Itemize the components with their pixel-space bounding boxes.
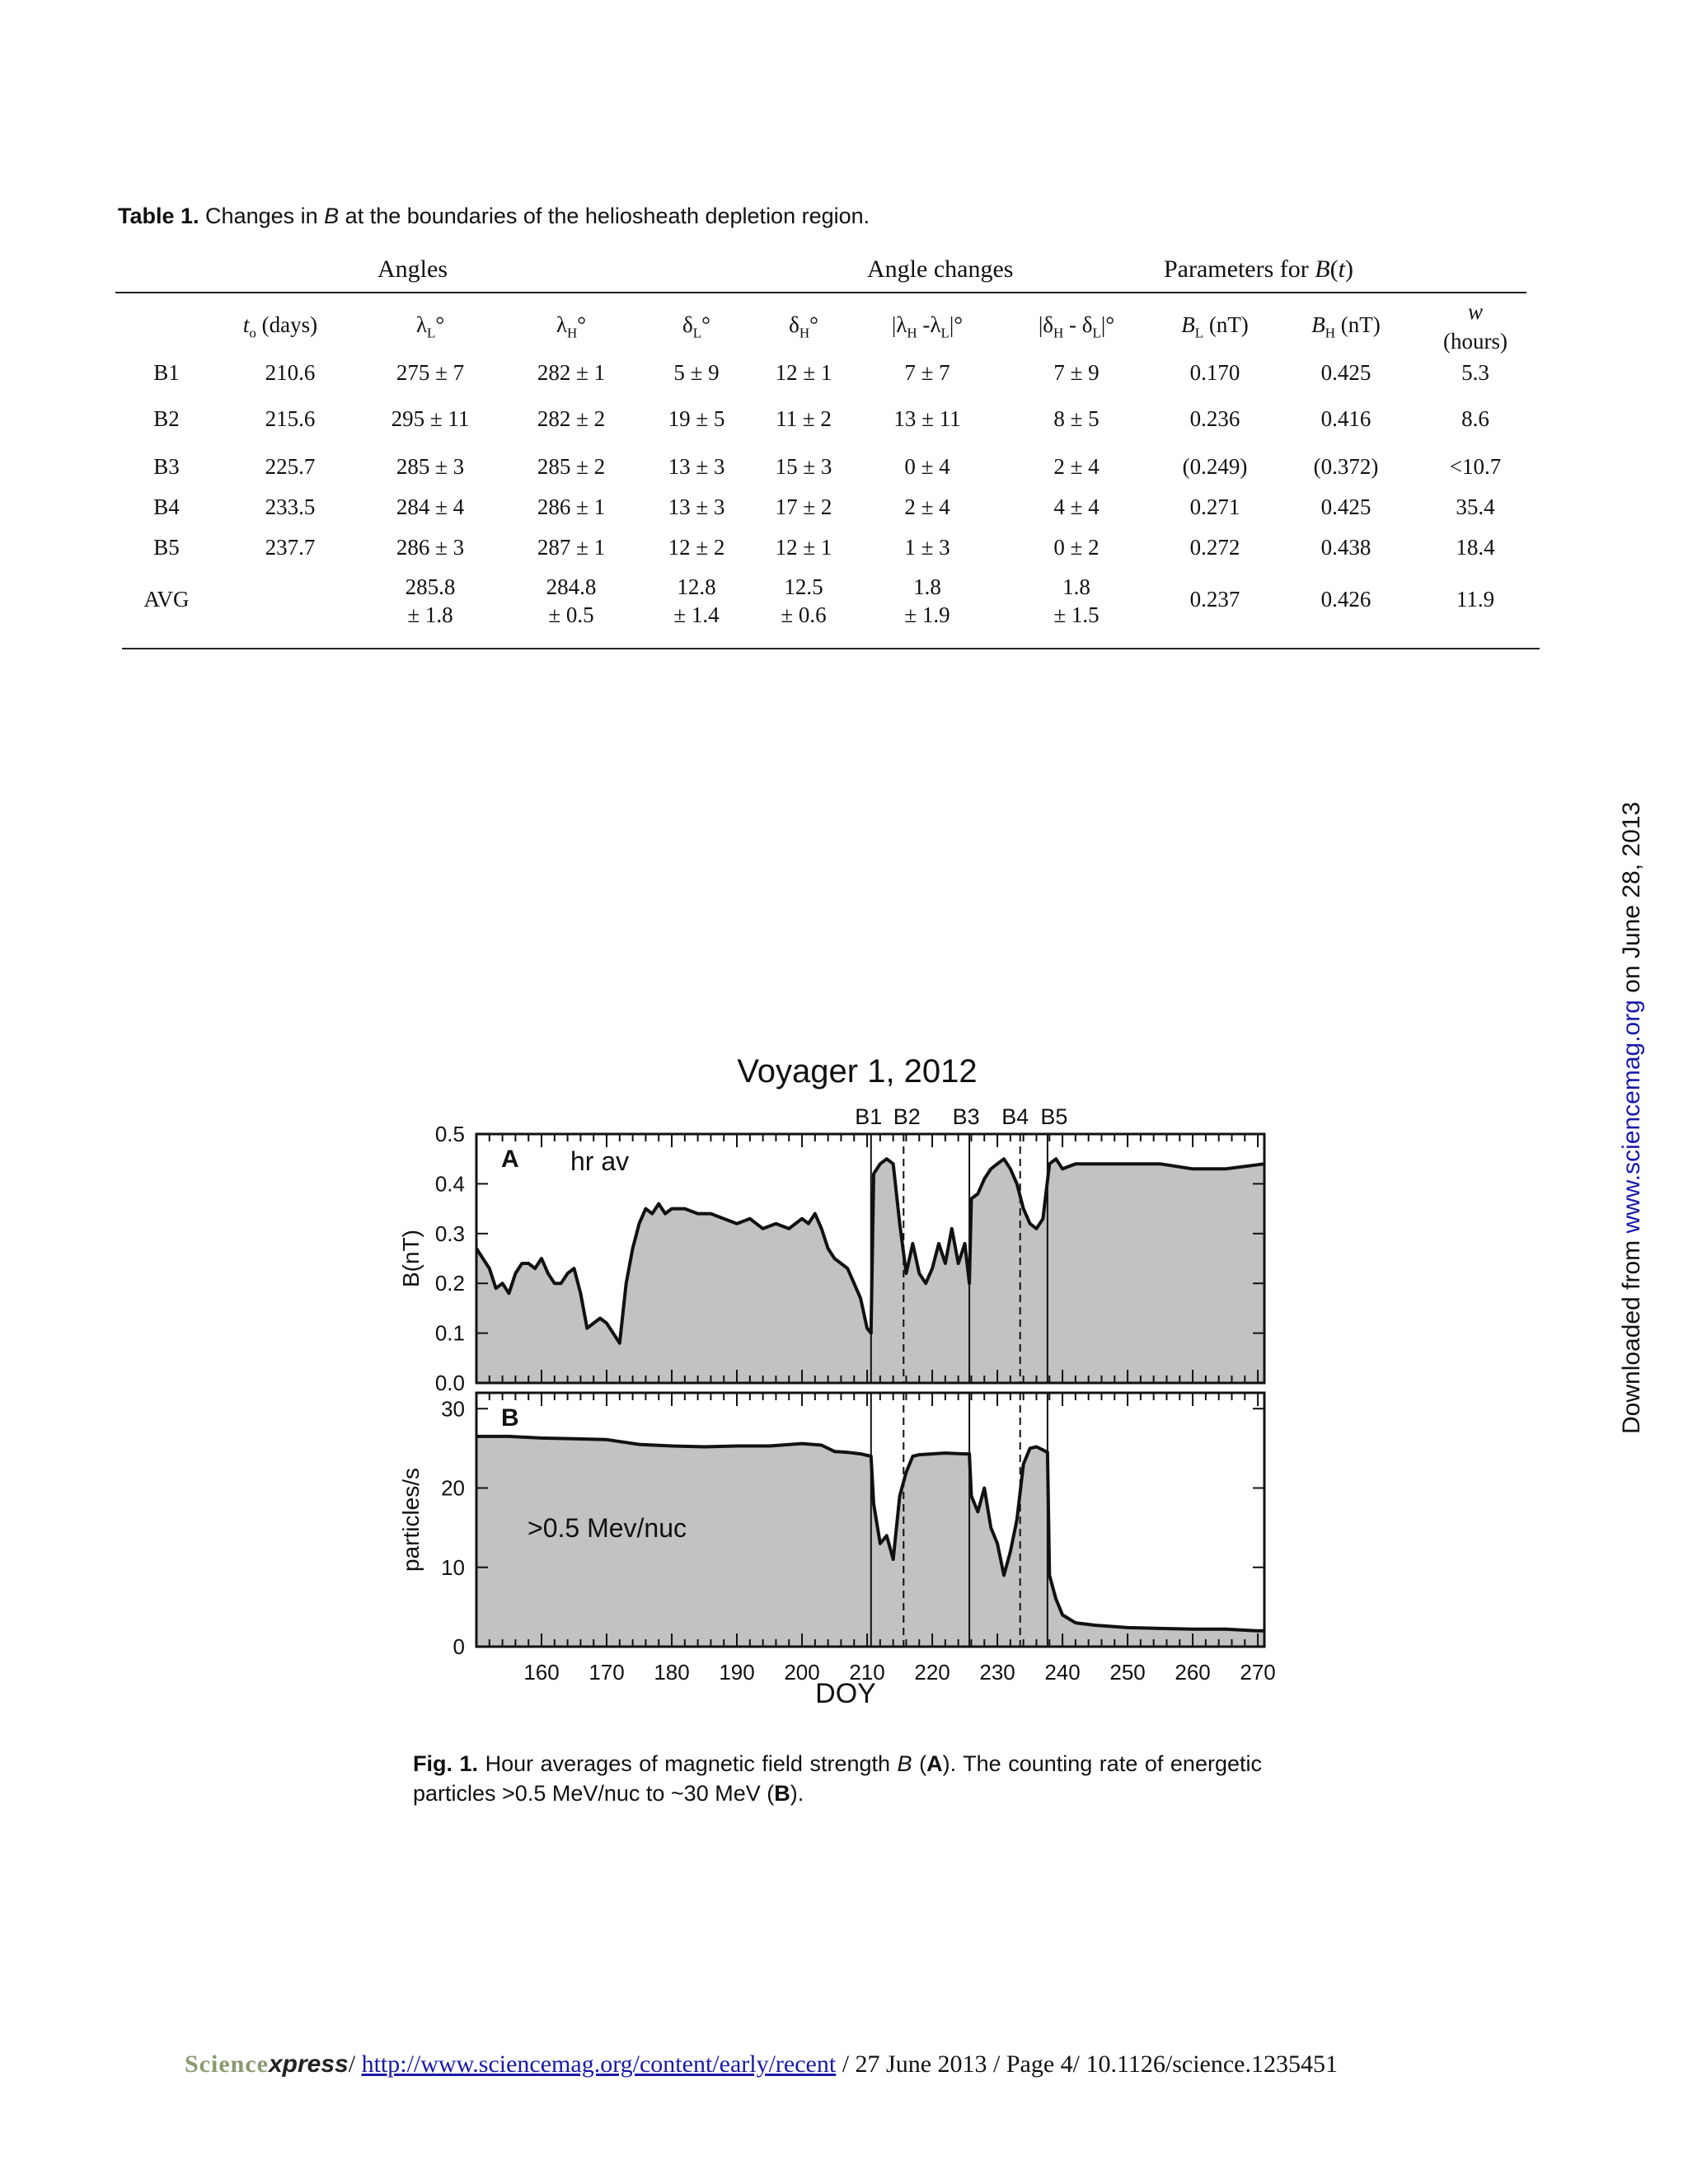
y-axis-label: particles/s [398, 1467, 424, 1572]
table-cell: 5.3 [1461, 360, 1489, 385]
table-cell: 19 ± 5 [668, 406, 725, 431]
col-header-w: w (hours) [1443, 299, 1507, 354]
chart-title: Voyager 1, 2012 [737, 1053, 978, 1090]
table-cell: 0.170 [1189, 360, 1240, 385]
table-cell: 286 ± 1 [537, 494, 606, 519]
table-cell: <10.7 [1449, 454, 1502, 479]
col-header-lambda-l: $\lambda_L^\circ$ [415, 312, 445, 341]
x-tick-label: 220 [914, 1660, 950, 1685]
table-top-rule [115, 292, 1526, 293]
x-tick-label: 210 [849, 1660, 885, 1685]
table-cell: 284.8 ± 0.5 [546, 574, 597, 627]
table-cell: 2 ± 4 [904, 494, 950, 519]
col-header-lambda-diff: $|\lambda_H$ $-\lambda_L|^\circ$ [891, 312, 964, 341]
table-cell: 237.7 [265, 535, 316, 560]
table-caption: Table 1. Changes in B at the boundaries of the heliosheath depletion region. [118, 204, 870, 228]
col-header-delta-diff: $|\delta_H - \delta_L|^\circ$ [1038, 312, 1115, 341]
table-cell: 285.8 ± 1.8 [405, 574, 456, 627]
panel-note: >0.5 Mev/nuc [528, 1513, 687, 1543]
panel-a [398, 1122, 1264, 1395]
table-row-label: AVG [143, 587, 190, 612]
footer-url-link[interactable]: http://www.sciencemag.org/content/early/recent [361, 2050, 837, 2078]
table-cell: 0.425 [1320, 360, 1372, 385]
table-cell: 286 ± 3 [396, 535, 465, 560]
x-axis-label: DOY [815, 1678, 876, 1709]
table-row-label: B3 [153, 454, 180, 479]
y-tick-label: 0.4 [434, 1171, 465, 1197]
col-header-delta-l: $\delta_L^\circ$ [682, 312, 710, 341]
group-header-parameters: Parameters for B(t) [1164, 255, 1353, 283]
panel-letter: A [501, 1146, 519, 1173]
table-cell: 12 ± 1 [775, 535, 832, 560]
table-cell: 18.4 [1456, 535, 1495, 560]
table-cell: 12.8 ± 1.4 [673, 574, 720, 627]
table-cell: 1.8 ± 1.5 [1053, 574, 1100, 627]
table-cell: 275 ± 7 [396, 360, 465, 385]
table-cell: 8.6 [1461, 406, 1489, 431]
col-header-delta-h: $\delta_H^\circ$ [789, 312, 818, 341]
sidenote-link[interactable]: www.sciencemag.org [1618, 1000, 1645, 1234]
panel-letter: B [501, 1404, 519, 1432]
table-bottom-rule [122, 648, 1540, 649]
y-tick-label: 30 [441, 1396, 465, 1422]
y-axis-label: B(nT) [398, 1230, 424, 1287]
table-cell: 17 ± 2 [775, 494, 832, 519]
table-cell: 5 ± 9 [673, 360, 720, 385]
boundary-labels [855, 1104, 1067, 1129]
table-cell: 7 ± 9 [1053, 360, 1100, 385]
table-cell: 0.236 [1189, 406, 1240, 431]
table-cell: 11 ± 2 [776, 406, 832, 431]
science-logo: Science [185, 2050, 269, 2078]
table-row-label: B2 [153, 406, 180, 431]
figure-1-chart [387, 1047, 1302, 1722]
x-tick-label: 190 [719, 1660, 755, 1685]
table-cell: 0 ± 2 [1053, 535, 1100, 560]
table-cell: 282 ± 1 [537, 360, 606, 385]
download-side-note: Downloaded from www.sciencemag.org on June 28, 2013 [1618, 801, 1645, 1434]
table-cell: 8 ± 5 [1053, 406, 1100, 431]
x-tick-label: 270 [1240, 1660, 1276, 1685]
panel-b [398, 1393, 1264, 1659]
page-footer: Sciencexpress/ http://www.sciencemag.org/content/early/recent / 27 June 2013 / Page 4/ 10.1126/science.1235451 [185, 2050, 1338, 2078]
table-cell: 12 ± 2 [668, 535, 725, 560]
table-cell: 285 ± 2 [537, 454, 606, 479]
table-cell: 0.237 [1189, 587, 1240, 612]
table-cell: 225.7 [265, 454, 316, 479]
y-tick-label: 0.1 [434, 1320, 465, 1346]
y-tick-label: 20 [441, 1475, 465, 1501]
table-cell: 0.438 [1320, 535, 1372, 560]
y-tick-label: 10 [441, 1554, 465, 1580]
y-tick-label: 0.5 [434, 1122, 465, 1146]
table-cell: 233.5 [265, 494, 316, 519]
table-cell: 4 ± 4 [1053, 494, 1100, 519]
table-cell: 11.9 [1456, 587, 1495, 612]
col-header-bh: $B_H$ (nT) [1311, 312, 1381, 341]
x-tick-label: 230 [979, 1660, 1015, 1685]
x-tick-label: 250 [1109, 1660, 1146, 1685]
boundary-label: B3 [952, 1104, 980, 1129]
table-cell: 35.4 [1456, 494, 1495, 519]
table-cell: (0.372) [1313, 454, 1379, 479]
table-cell: 13 ± 3 [668, 454, 725, 479]
table-row-label: B4 [153, 494, 180, 519]
y-tick-label: 0.2 [434, 1271, 465, 1296]
table-cell: 13 ± 3 [668, 494, 725, 519]
y-tick-label: 0.3 [434, 1221, 465, 1246]
col-header-bl: $B_L$ (nT) [1181, 312, 1249, 341]
col-header-lambda-h: $\lambda_H^\circ$ [556, 312, 587, 341]
table-row-label: B5 [153, 535, 180, 560]
table-cell: 295 ± 11 [391, 406, 470, 431]
table-cell: 7 ± 7 [904, 360, 950, 385]
table-cell: 215.6 [265, 406, 316, 431]
group-header-angles: Angles [377, 255, 448, 283]
figure-caption: Fig. 1. Hour averages of magnetic field strength B (A). The counting rate of energetic particles >0.5 MeV/nuc to ~30 MeV (B). [413, 1751, 1262, 1806]
table-cell: 0.272 [1189, 535, 1240, 560]
table-cell: 12 ± 1 [775, 360, 832, 385]
table-cell: 13 ± 11 [893, 406, 961, 431]
boundary-label: B5 [1040, 1104, 1068, 1129]
table-cell: 1 ± 3 [904, 535, 950, 560]
table-cell: 0.271 [1189, 494, 1240, 519]
y-tick-label: 0.0 [434, 1371, 465, 1395]
group-header-angle-changes: Angle changes [867, 255, 1014, 283]
table-cell: 0.425 [1320, 494, 1372, 519]
x-tick-label: 260 [1175, 1660, 1211, 1685]
y-tick-label: 0 [452, 1634, 465, 1659]
table-cell: 1.8 ± 1.9 [904, 574, 950, 627]
boundary-label: B2 [893, 1104, 921, 1129]
table-cell: 210.6 [265, 360, 316, 385]
x-tick-label: 200 [784, 1660, 820, 1685]
x-tick-label: 240 [1044, 1660, 1081, 1685]
boundary-label: B4 [1001, 1104, 1029, 1129]
panel-note: hr av [570, 1146, 630, 1176]
x-axis [523, 1660, 1275, 1685]
table-cell: 0.416 [1320, 406, 1372, 431]
table-cell: 0.426 [1320, 587, 1372, 612]
x-tick-label: 170 [588, 1660, 625, 1685]
express-logo: xpress [268, 2050, 349, 2078]
table-cell: 0 ± 4 [904, 454, 950, 479]
x-tick-label: 160 [523, 1660, 560, 1685]
table-cell: 12.5 ± 0.6 [781, 574, 827, 627]
table-cell: 282 ± 2 [537, 406, 606, 431]
boundary-label: B1 [855, 1104, 883, 1129]
table-cell: 287 ± 1 [537, 535, 606, 560]
table-cell: (0.249) [1182, 454, 1248, 479]
table-cell: 2 ± 4 [1053, 454, 1100, 479]
table-cell: 15 ± 3 [775, 454, 832, 479]
table-cell: 284 ± 4 [396, 494, 465, 519]
table-cell: 285 ± 3 [396, 454, 465, 479]
col-header-to: $t_o$ (days) [242, 312, 318, 341]
table-row-label: B1 [153, 360, 180, 385]
x-tick-label: 180 [654, 1660, 690, 1685]
